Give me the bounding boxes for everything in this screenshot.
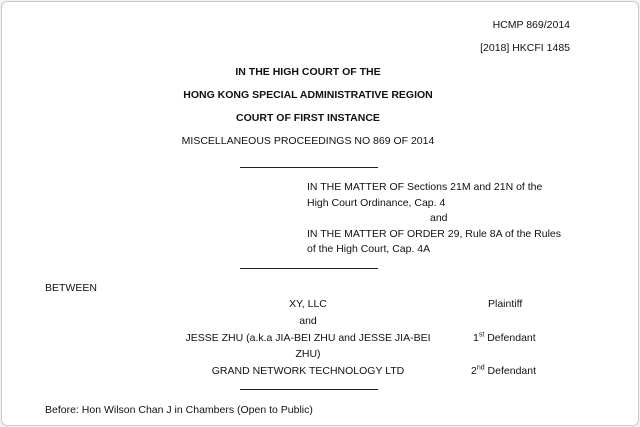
plaintiff-name: XY, LLC — [289, 298, 327, 310]
first-defendant-role: 1st Defendant — [473, 331, 536, 344]
parties-and: and — [299, 315, 317, 327]
neutral-citation: [2018] HKCFI 1485 — [480, 42, 570, 54]
second-defendant-name: GRAND NETWORK TECHNOLOGY LTD — [211, 365, 405, 377]
judgment-page — [1, 1, 639, 426]
between-label: BETWEEN — [45, 282, 97, 294]
second-defendant-role: 2nd Defendant — [471, 364, 537, 377]
matter-line4: of the High Court, Cap. 4A — [307, 243, 431, 255]
proceedings-number: MISCELLANEOUS PROCEEDINGS NO 869 OF 2014 — [181, 135, 435, 147]
case-number: HCMP 869/2014 — [492, 19, 570, 31]
matter-line1: IN THE MATTER OF Sections 21M and 21N of the — [307, 181, 543, 193]
divider-rule — [240, 167, 378, 168]
court-title-line3: COURT OF FIRST INSTANCE — [236, 112, 380, 124]
before-coram: Before: Hon Wilson Chan J in Chambers (Open to Public) — [45, 404, 313, 416]
first-defendant-name-line1: JESSE ZHU (a.k.a JIA-BEI ZHU and JESSE JIA-BEI — [185, 332, 431, 344]
court-title-line1: IN THE HIGH COURT OF THE — [235, 66, 381, 78]
matter-and: and — [430, 212, 448, 224]
first-defendant-name-line2: ZHU) — [295, 348, 321, 360]
court-title-line2: HONG KONG SPECIAL ADMINISTRATIVE REGION — [183, 89, 433, 101]
divider-rule — [240, 268, 378, 269]
divider-rule — [240, 389, 378, 390]
plaintiff-role: Plaintiff — [488, 298, 523, 310]
matter-line2: High Court Ordinance, Cap. 4 — [307, 197, 446, 209]
matter-line3: IN THE MATTER OF ORDER 29, Rule 8A of the Rules — [307, 228, 562, 240]
